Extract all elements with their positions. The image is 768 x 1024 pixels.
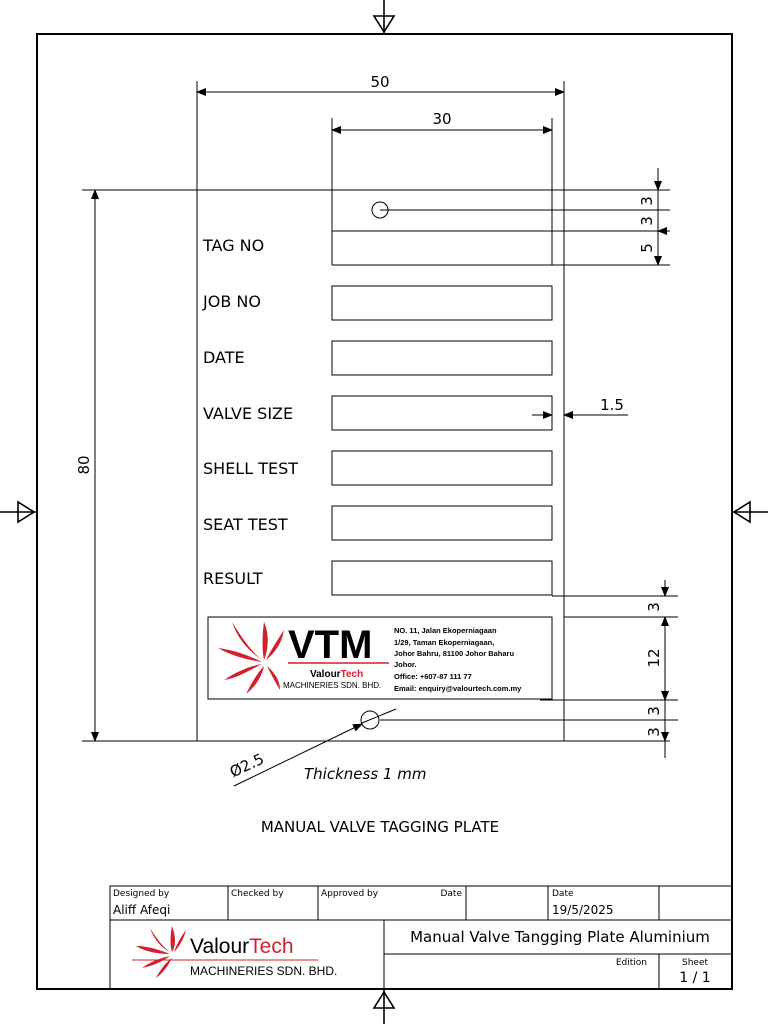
svg-text:1/29, Taman Ekoperniagaan,: 1/29, Taman Ekoperniagaan, (394, 638, 495, 647)
dimension-bottom-3: 3 (645, 602, 663, 612)
dimension-logo-12: 12 (645, 648, 663, 668)
plate-logo (208, 617, 552, 699)
part-title: Manual Valve Tangging Plate Aluminium (410, 928, 710, 946)
designed-by-label: Designed by (113, 889, 170, 899)
field-box-valve-size (332, 396, 552, 430)
centering-mark-left (0, 502, 37, 522)
sheet-label: Sheet (681, 958, 709, 968)
field-boxes (332, 286, 552, 595)
label-date: DATE (203, 348, 245, 367)
sheet-value: 1 / 1 (679, 970, 711, 986)
field-box-date (332, 341, 552, 375)
designed-by-value: Aliff Afeqi (113, 903, 171, 917)
plate-company-name: ValourTech (310, 669, 364, 680)
svg-text:Johor.: Johor. (394, 660, 417, 669)
title-block-company-sub: MACHINERIES SDN. BHD. (190, 964, 338, 978)
field-box-seat-test (332, 506, 552, 540)
approved-by-label: Approved by (321, 889, 379, 899)
label-job-no: JOB NO (203, 292, 261, 311)
centering-mark-bottom (374, 989, 394, 1024)
date-label-2: Date (552, 889, 574, 899)
plate-company-sub: MACHINERIES SDN. BHD. (283, 681, 382, 690)
dimension-width-outer (197, 73, 564, 92)
dimension-width-inner (332, 110, 552, 130)
label-tag-no: TAG NO (203, 236, 265, 255)
dimension-bottom-3b: 3 (645, 706, 663, 716)
centering-mark-right (732, 502, 768, 522)
thickness-note: Thickness 1 mm (304, 765, 427, 783)
label-result: RESULT (203, 569, 263, 588)
field-labels (202, 236, 298, 588)
svg-text:30: 30 (432, 110, 452, 128)
label-shell-test: SHELL TEST (203, 459, 299, 478)
svg-text:NO. 11, Jalan Ekoperniagaan: NO. 11, Jalan Ekoperniagaan (394, 626, 497, 635)
svg-text:Office: +607-87 111 77: Office: +607-87 111 77 (394, 672, 472, 681)
dimension-height-total (75, 190, 95, 741)
plate-brand-vtm: VTM (288, 623, 373, 667)
checked-by-label: Checked by (231, 889, 284, 899)
label-seat-test: SEAT TEST (203, 515, 288, 534)
dimension-hole-diameter: Ø2.5 (226, 749, 267, 782)
date-label-1: Date (440, 889, 462, 899)
dimension-top-5: 5 (638, 243, 656, 253)
edition-label: Edition (615, 958, 647, 968)
field-box-job-no (332, 286, 552, 320)
dimension-edge-gap-value: 1.5 (600, 396, 624, 414)
svg-text:Johor Bahru, 81100 Johor Bahar: Johor Bahru, 81100 Johor Baharu (394, 649, 515, 658)
title-block-company-name: ValourTech (190, 935, 294, 958)
dimension-top-3a: 3 (638, 196, 656, 206)
sheet-border (37, 34, 732, 989)
dimension-bottom-3c: 3 (645, 727, 663, 737)
dimension-top-3b: 3 (638, 216, 656, 226)
field-box-shell-test (332, 451, 552, 485)
svg-text:80: 80 (75, 455, 93, 475)
centering-mark-top (374, 0, 394, 34)
valourtech-swirl-logo-small (136, 926, 186, 978)
title-block-logo (132, 926, 337, 978)
drawing-title: MANUAL VALVE TAGGING PLATE (260, 818, 500, 836)
tag-box (332, 118, 670, 265)
date-value: 19/5/2025 (552, 903, 614, 917)
field-box-result (332, 561, 552, 595)
svg-text:50: 50 (370, 73, 390, 91)
svg-text:Email: enquiry@valourtech.com.: Email: enquiry@valourtech.com.my (394, 684, 522, 693)
label-valve-size: VALVE SIZE (203, 404, 294, 423)
